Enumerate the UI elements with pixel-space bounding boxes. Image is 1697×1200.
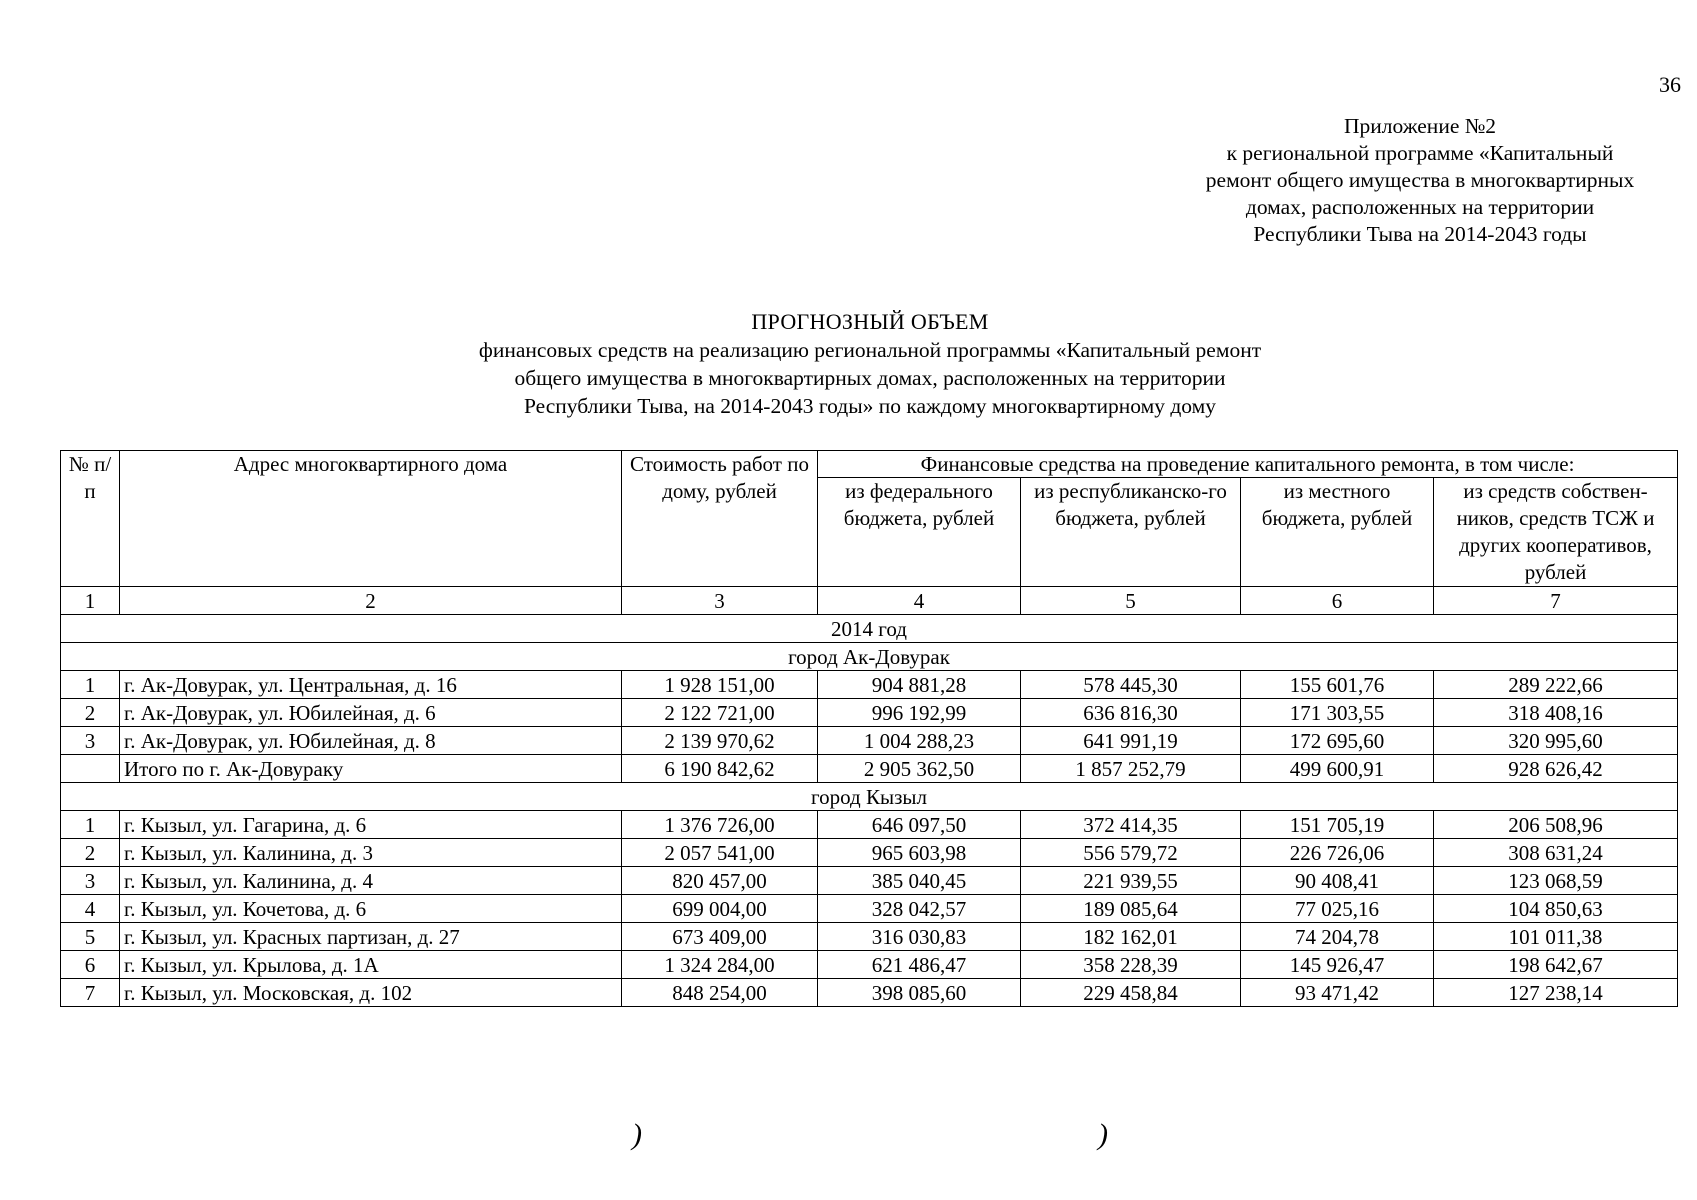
row-local: 90 408,41 <box>1241 867 1434 895</box>
row-owners: 101 011,38 <box>1434 923 1678 951</box>
row-address: г. Кызыл, ул. Кочетова, д. 6 <box>120 895 622 923</box>
table-row <box>61 727 1678 755</box>
row-address: г. Ак-Довурак, ул. Юбилейная, д. 6 <box>120 699 622 727</box>
header-financing: Финансовые средства на проведение капитального ремонта, в том числе: <box>818 451 1678 478</box>
appendix-line: Республики Тыва на 2014-2043 годы <box>1253 222 1587 246</box>
row-federal: 965 603,98 <box>818 839 1021 867</box>
row-republic: 189 085,64 <box>1021 895 1241 923</box>
row-number: 3 <box>61 727 120 755</box>
row-number: 1 <box>61 811 120 839</box>
title-line: общего имущества в многоквартирных домах, расположенных на территории <box>514 366 1226 390</box>
row-local: 93 471,42 <box>1241 979 1434 1007</box>
finance-table <box>60 450 1678 1007</box>
column-number: 3 <box>622 587 818 615</box>
row-number: 2 <box>61 839 120 867</box>
row-federal: 398 085,60 <box>818 979 1021 1007</box>
row-federal: 646 097,50 <box>818 811 1021 839</box>
row-address: г. Ак-Довурак, ул. Юбилейная, д. 8 <box>120 727 622 755</box>
row-address: г. Кызыл, ул. Гагарина, д. 6 <box>120 811 622 839</box>
row-cost: 820 457,00 <box>622 867 818 895</box>
row-local: 226 726,06 <box>1241 839 1434 867</box>
row-number: 1 <box>61 671 120 699</box>
row-address: г. Кызыл, ул. Калинина, д. 3 <box>120 839 622 867</box>
row-number: 5 <box>61 923 120 951</box>
header-local: из местного бюджета, рублей <box>1241 478 1434 587</box>
row-owners: 127 238,14 <box>1434 979 1678 1007</box>
scan-mark-right: ) <box>1098 1118 1108 1151</box>
table-row <box>61 671 1678 699</box>
appendix-line: домах, расположенных на территории <box>1245 195 1595 219</box>
row-federal: 328 042,57 <box>818 895 1021 923</box>
total-local: 499 600,91 <box>1241 755 1434 783</box>
column-number: 5 <box>1021 587 1241 615</box>
row-federal: 1 004 288,23 <box>818 727 1021 755</box>
total-cost: 6 190 842,62 <box>622 755 818 783</box>
row-cost: 1 324 284,00 <box>622 951 818 979</box>
row-address: г. Кызыл, ул. Калинина, д. 4 <box>120 867 622 895</box>
row-republic: 556 579,72 <box>1021 839 1241 867</box>
row-cost: 2 122 721,00 <box>622 699 818 727</box>
row-republic: 221 939,55 <box>1021 867 1241 895</box>
row-address: г. Кызыл, ул. Крылова, д. 1А <box>120 951 622 979</box>
row-local: 74 204,78 <box>1241 923 1434 951</box>
row-cost: 1 928 151,00 <box>622 671 818 699</box>
row-number: 2 <box>61 699 120 727</box>
total-owners: 928 626,42 <box>1434 755 1678 783</box>
page-number: 36 <box>1659 72 1681 97</box>
row-federal: 316 030,83 <box>818 923 1021 951</box>
total-federal: 2 905 362,50 <box>818 755 1021 783</box>
document-title <box>300 308 1440 420</box>
year-row: 2014 год <box>61 615 1678 643</box>
row-republic: 358 228,39 <box>1021 951 1241 979</box>
table-row <box>61 951 1678 979</box>
row-local: 151 705,19 <box>1241 811 1434 839</box>
row-republic: 372 414,35 <box>1021 811 1241 839</box>
row-owners: 320 995,60 <box>1434 727 1678 755</box>
header-federal: из федерального бюджета, рублей <box>818 478 1021 587</box>
row-federal: 904 881,28 <box>818 671 1021 699</box>
row-address: г. Кызыл, ул. Московская, д. 102 <box>120 979 622 1007</box>
table-row <box>61 923 1678 951</box>
table-row <box>61 699 1678 727</box>
row-cost: 673 409,00 <box>622 923 818 951</box>
table-row <box>61 839 1678 867</box>
row-republic: 636 816,30 <box>1021 699 1241 727</box>
section-title-kyzyl: город Кызыл <box>61 783 1678 811</box>
row-number: 6 <box>61 951 120 979</box>
total-number <box>61 755 120 783</box>
row-number: 3 <box>61 867 120 895</box>
header-address: Адрес многоквартирного дома <box>120 451 622 587</box>
column-number: 1 <box>61 587 120 615</box>
row-owners: 123 068,59 <box>1434 867 1678 895</box>
row-owners: 318 408,16 <box>1434 699 1678 727</box>
column-number: 2 <box>120 587 622 615</box>
row-federal: 621 486,47 <box>818 951 1021 979</box>
row-federal: 385 040,45 <box>818 867 1021 895</box>
header-republic: из республиканско-го бюджета, рублей <box>1021 478 1241 587</box>
row-number: 4 <box>61 895 120 923</box>
row-republic: 578 445,30 <box>1021 671 1241 699</box>
appendix-line: Приложение №2 <box>1343 114 1497 138</box>
table-row <box>61 895 1678 923</box>
row-republic: 229 458,84 <box>1021 979 1241 1007</box>
row-local: 172 695,60 <box>1241 727 1434 755</box>
column-number: 6 <box>1241 587 1434 615</box>
row-cost: 2 057 541,00 <box>622 839 818 867</box>
row-owners: 206 508,96 <box>1434 811 1678 839</box>
row-local: 171 303,55 <box>1241 699 1434 727</box>
scan-mark-left: ) <box>632 1118 642 1151</box>
row-cost: 2 139 970,62 <box>622 727 818 755</box>
row-cost: 1 376 726,00 <box>622 811 818 839</box>
total-row <box>61 755 1678 783</box>
table-row <box>61 867 1678 895</box>
table-row <box>61 979 1678 1007</box>
header-num: № п/п <box>61 451 120 587</box>
title-line: Республики Тыва, на 2014-2043 годы» по каждому многоквартирному дому <box>523 394 1217 418</box>
header-owners: из средств собствен-ников, средств ТСЖ и других кооперативов, рублей <box>1434 478 1678 587</box>
row-address: г. Ак-Довурак, ул. Центральная, д. 16 <box>120 671 622 699</box>
row-cost: 699 004,00 <box>622 895 818 923</box>
row-local: 145 926,47 <box>1241 951 1434 979</box>
row-owners: 308 631,24 <box>1434 839 1678 867</box>
table-row <box>61 811 1678 839</box>
column-number: 4 <box>818 587 1021 615</box>
row-owners: 198 642,67 <box>1434 951 1678 979</box>
column-number: 7 <box>1434 587 1678 615</box>
row-owners: 289 222,66 <box>1434 671 1678 699</box>
row-local: 155 601,76 <box>1241 671 1434 699</box>
row-owners: 104 850,63 <box>1434 895 1678 923</box>
total-label: Итого по г. Ак-Довураку <box>120 755 622 783</box>
section-title-ak-dovurak: город Ак-Довурак <box>61 643 1678 671</box>
title-main: ПРОГНОЗНЫЙ ОБЪЕМ <box>751 309 989 334</box>
row-local: 77 025,16 <box>1241 895 1434 923</box>
appendix-line: к региональной программе «Капитальный <box>1226 141 1614 165</box>
row-federal: 996 192,99 <box>818 699 1021 727</box>
appendix-line: ремонт общего имущества в многоквартирных <box>1205 168 1635 192</box>
appendix-note <box>1170 113 1670 248</box>
row-republic: 182 162,01 <box>1021 923 1241 951</box>
title-line: финансовых средств на реализацию региональной программы «Капитальный ремонт <box>478 338 1262 362</box>
row-cost: 848 254,00 <box>622 979 818 1007</box>
row-number: 7 <box>61 979 120 1007</box>
header-cost: Стоимость работ по дому, рублей <box>622 451 818 587</box>
row-republic: 641 991,19 <box>1021 727 1241 755</box>
row-address: г. Кызыл, ул. Красных партизан, д. 27 <box>120 923 622 951</box>
total-republic: 1 857 252,79 <box>1021 755 1241 783</box>
